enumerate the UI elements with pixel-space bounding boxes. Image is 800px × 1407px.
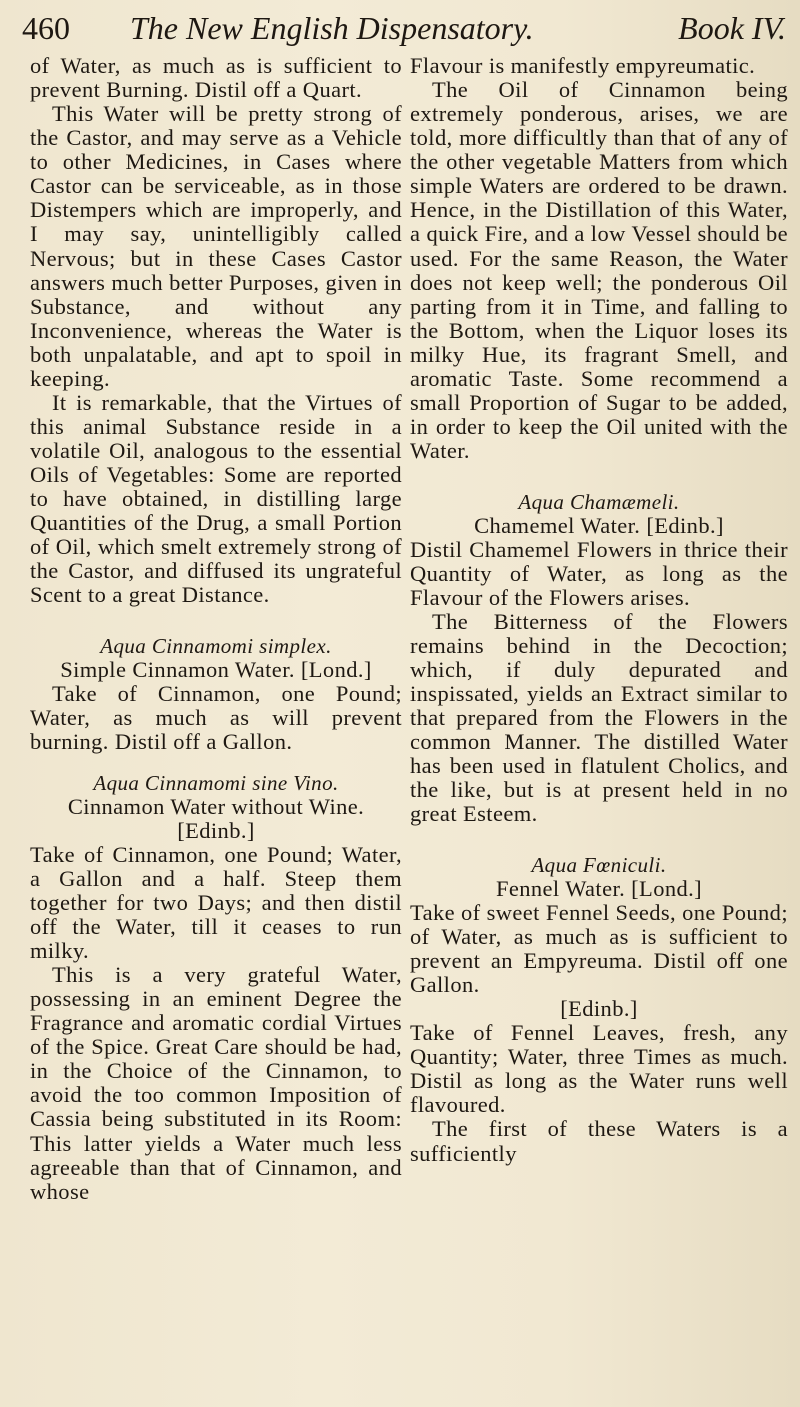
paragraph: Take of Fennel Leaves, fresh, any Quantity; Water, three Times as much. Distil as long as the Water runs well flavoured. — [410, 1020, 788, 1118]
recipe-heading: Aqua Cinnamomi sine Vino. — [93, 771, 339, 796]
recipe-subheading: [Edinb.] — [560, 996, 638, 1022]
paragraph: It is remarkable, that the Virtues of this animal Substance reside in a volatile Oil, analogous to the essential Oils of Vegetables: Some are reported to have obtained, in distilling large Quantities of the Drug, a small Portion of Oil, which smelt extremely strong of the Castor, and diffused its ungrateful Scent to a great Distance. — [30, 389, 402, 608]
paragraph: The first of these Waters is a sufficiently — [410, 1116, 788, 1166]
paragraph: This is a very grateful Water, possessing in an eminent Degree the Fragrance and aromatic cordial Virtues of the Spice. Great Care should be had, in the Choice of the Cinnamon, to avoid the too common Imposition of Cassia being substituted in its Room: This latter yields a Water much less agreeable than that of Cinnamon, and whose — [30, 962, 402, 1204]
right-column — [410, 54, 788, 1399]
paragraph: of Water, as much as is sufficient to prevent Burning. Distil off a Quart. — [30, 53, 402, 103]
left-column — [30, 54, 402, 1399]
paragraph: Flavour is manifestly empyreumatic. — [410, 53, 756, 78]
recipe-subheading: Chamemel Water. [Edinb.] — [474, 512, 724, 538]
running-title: The New English Dispensatory. — [130, 10, 534, 46]
recipe-heading: Aqua Cinnamomi simplex. — [100, 634, 332, 659]
recipe-subheading: Cinnamon Water without Wine. — [67, 793, 365, 819]
recipe-subheading: Simple Cinnamon Water. [Lond.] — [60, 656, 372, 682]
book-label: Book IV. — [678, 10, 786, 46]
recipe-heading: Aqua Fœniculi. — [531, 853, 667, 878]
spacer — [30, 754, 402, 772]
spacer — [30, 607, 402, 635]
paragraph: Take of Cinnamon, one Pound; Water, as much as will prevent burning. Distil off a Gallon. — [30, 680, 402, 755]
page-number: 460 — [22, 10, 70, 46]
paragraph: The Bitterness of the Flowers remains behind in the Decoction; which, if duly depurated and inspissated, yields an Extract similar to that prepared from the Flowers in the common Manner. The distilled Water has been used in flatulent Cholics, and the like, but is at present held in no great Esteem. — [410, 608, 788, 827]
paragraph: Take of sweet Fennel Seeds, one Pound; of Water, as much as is sufficient to prevent an Empyreuma. Distil off one Gallon. — [410, 899, 788, 998]
page-header — [22, 10, 786, 50]
recipe-subheading: Fennel Water. [Lond.] — [495, 875, 703, 901]
recipe-heading: Aqua Chamæmeli. — [518, 490, 680, 515]
paragraph: Take of Cinnamon, one Pound; Water, a Gallon and a half. Steep them together for two Days; and then distil off the Water, till it ceases to run milky. — [30, 841, 402, 963]
paragraph: Distil Chamemel Flowers in thrice their Quantity of Water, as long as the Flavour of the Flowers arises. — [410, 536, 788, 610]
spacer — [410, 826, 788, 854]
paragraph: The Oil of Cinnamon being extremely ponderous, arises, we are told, more difficultly than that of any of the other vegetable Matters from which simple Waters are ordered to be drawn. Hence, in the Distillation of this Water, a quick Fire, and a low Vessel should be used. For the same Reason, the Water does not keep well; the ponderous Oil parting from it in Time, and falling to the Bottom, when the Liquor loses its milky Hue, its fragrant Smell, and aromatic Taste. Some recommend a small Proportion of Sugar to be added, in order to keep the Oil united with the Water. — [410, 77, 788, 463]
recipe-subheading: [Edinb.] — [177, 817, 255, 843]
paragraph: This Water will be pretty strong of the Castor, and may serve as a Vehicle to other Medicines, in Cases where Castor can be serviceable, as in those Distempers which are improperly, and I may say, unintelligibly called Nervous; but in these Cases Castor answers much better Purposes, given in Substance, and without any Inconvenience, whereas the Water is both unpalatable, and apt to spoil in keeping. — [30, 101, 402, 391]
spacer — [410, 463, 788, 491]
